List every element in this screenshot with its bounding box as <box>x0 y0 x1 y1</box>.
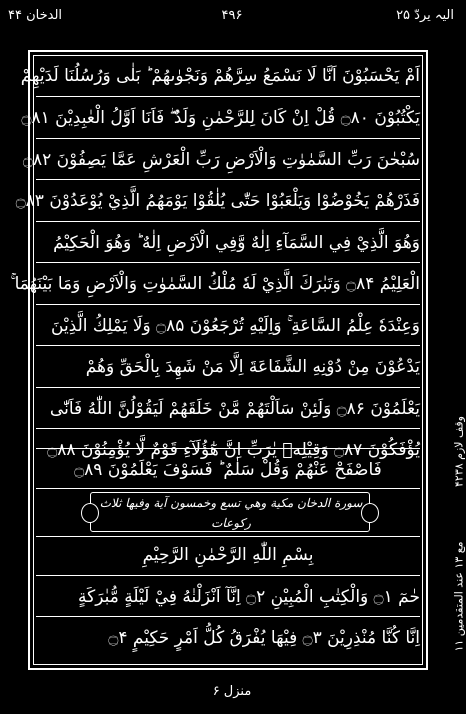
line-rule <box>36 304 420 305</box>
margin-note-bottom: مع ۱۳ عند المتقدمين ۱۱ <box>452 541 466 652</box>
line-rule <box>36 575 420 576</box>
line-rule <box>36 221 420 222</box>
text-line-7: وَعِنْدَهٗ عِلْمُ السَّاعَةِ ۚ وَاِلَيْهِ تُرْجَعُوْنَ ۝۸۵ وَلَا يَمْلِكُ الَّذِيْنَ <box>51 316 420 336</box>
margin-note-top: وقف لازم ۴۲۳۸ <box>452 416 466 487</box>
line-rule <box>36 138 420 139</box>
line-rule <box>36 262 420 263</box>
line-rule <box>36 448 420 449</box>
line-rule <box>36 428 420 429</box>
text-line-12: حٰمٓ ۝۱ وَالْكِتٰبِ الْمُبِيْنِ ۝۲ اِنَّآ اَنْزَلْنٰهُ فِيْ لَيْلَةٍ مُّبٰرَكَةٍ <box>78 587 420 607</box>
line-rule <box>36 488 420 489</box>
text-line-10: يُؤْفَكُوْنَ ۝۸۷ وَقِيْلِهٖ يٰرَبِّ اِنَّ هٰٓؤُلَآءِ قَوْمٌ لَّا يُؤْمِنُوْنَ ۝۸۸ <box>47 440 420 460</box>
text-line-1: اَمْ يَحْسَبُوْنَ اَنَّا لَا نَسْمَعُ سِرَّهُمْ وَنَجْوٰىهُمْ ؕ بَلٰى وَرُسُلُنَا لَدَيْهِمْ <box>20 66 420 86</box>
page-number: ۴۹۶ <box>221 8 243 23</box>
line-rule <box>36 96 420 97</box>
line-rule <box>36 616 420 617</box>
manzil-footer: منزل ۶ <box>212 684 252 699</box>
line-rule <box>36 345 420 346</box>
header-juz: الیہ یردّ ۲۵ <box>396 8 454 23</box>
header-surah: الدخان ۴۴ <box>8 8 63 23</box>
text-line-13: اِنَّا كُنَّا مُنْذِرِيْنَ ۝۳ فِيْهَا يُفْرَقُ كُلُّ اَمْرٍ حَكِيْمٍ ۝۴ <box>108 628 420 648</box>
text-line-3: سُبْحٰنَ رَبِّ السَّمٰوٰتِ وَالْاَرْضِ رَبِّ الْعَرْشِ عَمَّا يَصِفُوْنَ ۝۸۲ <box>23 150 420 170</box>
surah-heading: سورة الدخان مكية وهي تسع وخمسون آية وفيها ثلاث ركوعات <box>99 496 363 530</box>
text-line-8: يَدْعُوْنَ مِنْ دُوْنِهِ الشَّفَاعَةَ اِلَّا مَنْ شَهِدَ بِالْحَقِّ وَهُمْ <box>85 357 420 377</box>
surah-heading-box <box>90 492 370 532</box>
text-line-9: يَعْلَمُوْنَ ۝۸۶ وَلَئِنْ سَاَلْتَهُمْ مَّنْ خَلَقَهُمْ لَيَقُوْلُنَّ اللّٰهُ فَاَنّٰى <box>49 399 420 419</box>
text-line-5: وَهُوَ الَّذِيْ فِي السَّمَآءِ اِلٰهٌ وَّفِي الْاَرْضِ اِلٰهٌ ؕ وَهُوَ الْحَكِيْمُ <box>53 233 420 253</box>
line-rule <box>36 387 420 388</box>
basmala: بِسْمِ اللّٰهِ الرَّحْمٰنِ الرَّحِيْمِ <box>142 545 314 565</box>
line-rule <box>36 179 420 180</box>
text-line-6: الْعَلِيْمُ ۝۸۴ وَتَبٰرَكَ الَّذِيْ لَهٗ مُلْكُ السَّمٰوٰتِ وَالْاَرْضِ وَمَا بَيْنَهُمَا ۚ <box>10 274 420 294</box>
text-line-2: يَكْتُبُوْنَ ۝۸۰ قُلْ اِنْ كَانَ لِلرَّحْمٰنِ وَلَدٌ ۖ فَاَنَا اَوَّلُ الْعٰبِدِيْنَ ۝۸۱ <box>21 108 420 128</box>
text-line-4: فَذَرْهُمْ يَخُوْضُوْا وَيَلْعَبُوْا حَتّٰى يُلٰقُوْا يَوْمَهُمُ الَّذِيْ يُوْعَدُوْنَ ۝۸۳ <box>15 191 420 211</box>
text-line-11: فَاصْفَحْ عَنْهُمْ وَقُلْ سَلٰمٌ ؕ فَسَوْفَ يَعْلَمُوْنَ ۝۸۹ <box>74 460 382 480</box>
